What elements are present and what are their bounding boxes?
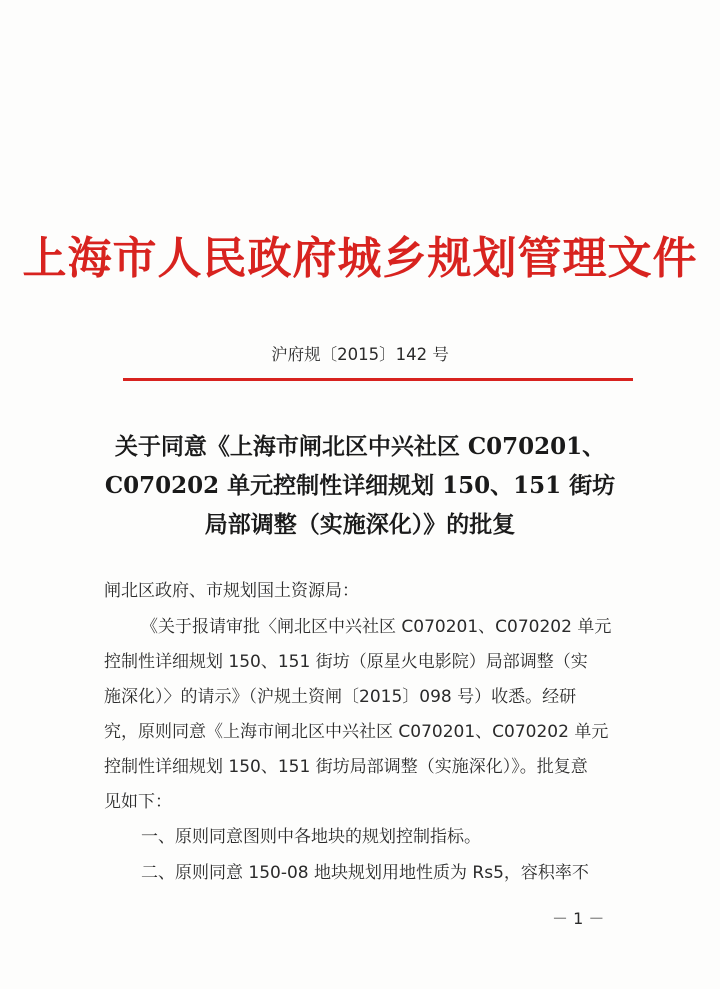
item-two: 二、原则同意 150-08 地块规划用地性质为 Rs5，容积率不 (141, 863, 589, 883)
document-number: 沪府规〔2015〕142 号 (271, 345, 449, 364)
paragraph-line: 控制性详细规划 150、151 街坊局部调整（实施深化）》。批复意 (104, 757, 588, 777)
title-line-3: 局部调整（实施深化）》的批复 (204, 511, 516, 538)
paragraph-line: 《关于报请审批〈闸北区中兴社区 C070201、C070202 单元 (141, 617, 612, 637)
paragraph-line: 见如下： (104, 792, 172, 812)
paragraph-line: 施深化）〉的请示》（沪规土资闸〔2015〕098 号）收悉。经研 (104, 687, 577, 707)
recipient-line: 闸北区政府、市规划国土资源局： (104, 581, 359, 601)
page-number: － 1 － (552, 909, 605, 928)
item-one: 一、原则同意图则中各地块的规划控制指标。 (141, 827, 481, 847)
paragraph-line: 究，原则同意《上海市闸北区中兴社区 C070201、C070202 单元 (104, 722, 609, 742)
paragraph-line: 控制性详细规划 150、151 街坊（原星火电影院）局部调整（实 (104, 652, 588, 672)
agency-header: 上海市人民政府城乡规划管理文件 (22, 233, 698, 284)
title-line-1: 关于同意《上海市闸北区中兴社区 C070201、 (114, 433, 606, 460)
title-line-2: C070202 单元控制性详细规划 150、151 街坊 (104, 472, 616, 499)
red-divider (123, 378, 633, 381)
